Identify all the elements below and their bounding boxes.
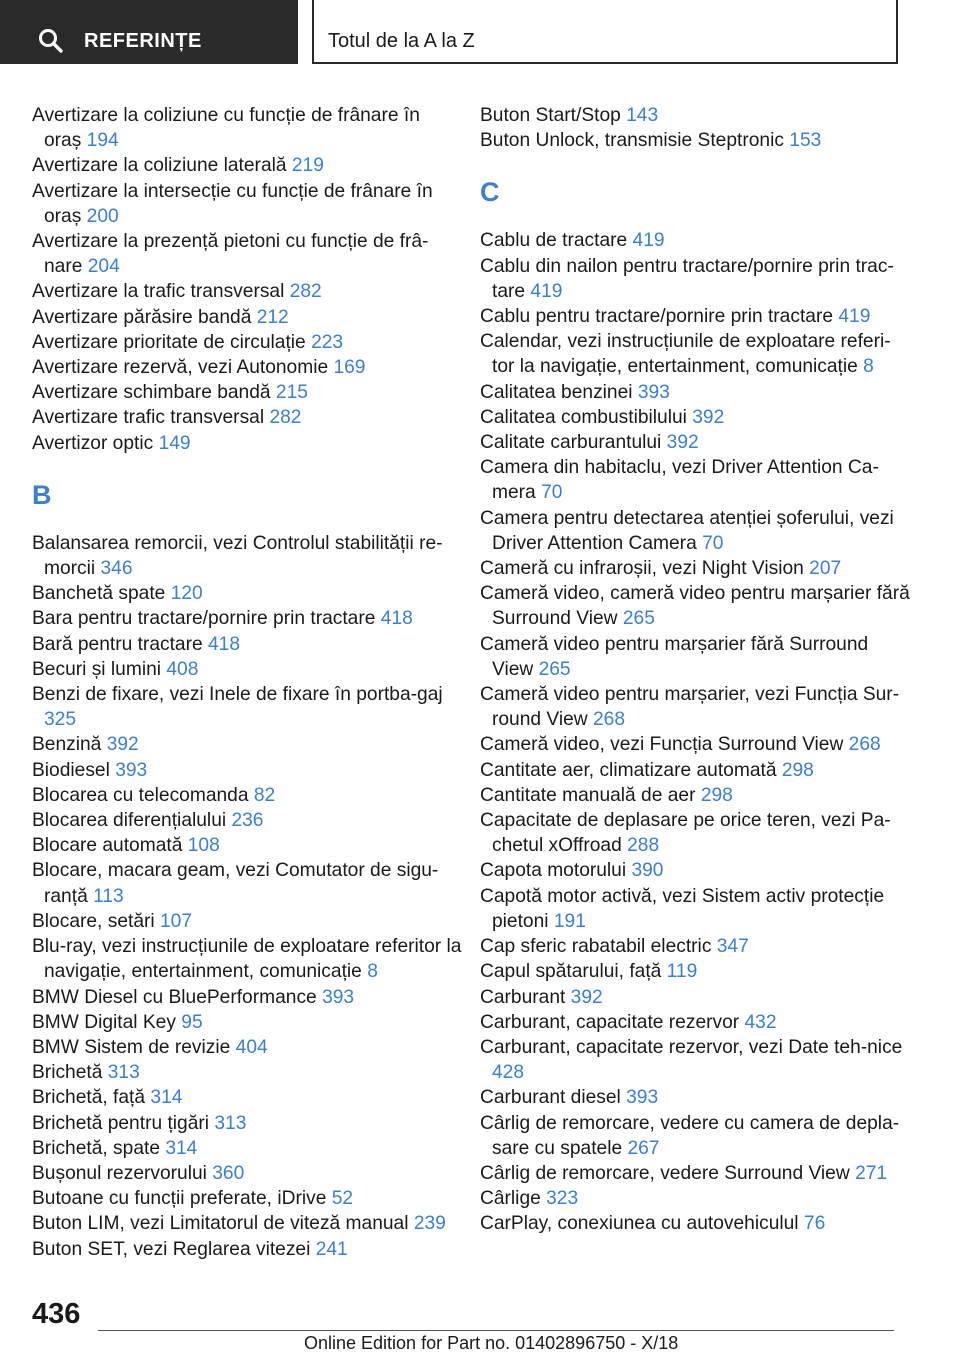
index-entry bbox=[32, 657, 462, 682]
page-link[interactable]: 313 bbox=[214, 1112, 247, 1134]
index-entry-text: Cameră video, cameră video pentru marșarier fără Surround View bbox=[480, 583, 910, 630]
page-link[interactable]: 393 bbox=[637, 381, 670, 403]
index-entry bbox=[480, 758, 910, 783]
index-entry-text: Cablu de tractare bbox=[480, 230, 628, 252]
page-link[interactable]: 119 bbox=[666, 961, 698, 983]
page-link[interactable]: 418 bbox=[208, 633, 241, 655]
index-entry-text: BMW Sistem de revizie bbox=[32, 1036, 231, 1058]
index-entry bbox=[32, 632, 462, 657]
index-entry-text: Cantitate manuală de aer bbox=[480, 784, 696, 806]
index-entry bbox=[480, 1186, 910, 1211]
index-entry-text: Blu-ray, vezi instrucțiunile de exploatare referitor la navigație, entertainment, comunicație bbox=[32, 936, 462, 983]
index-entry-text: Capotă motor activă, vezi Sistem activ protecție pietoni bbox=[480, 885, 885, 932]
page-link[interactable]: 143 bbox=[626, 105, 659, 126]
index-entry bbox=[480, 1161, 910, 1186]
index-entry bbox=[32, 229, 462, 279]
page-link[interactable]: 419 bbox=[632, 230, 665, 252]
page-link[interactable]: 392 bbox=[666, 432, 699, 454]
index-entry-text: Avertizare la prezență pietoni cu funcție de frâ-nare bbox=[32, 231, 429, 278]
page-link[interactable]: 347 bbox=[716, 936, 749, 958]
index-entry-text: BMW Diesel cu BluePerformance bbox=[32, 986, 317, 1008]
index-entry bbox=[480, 430, 910, 455]
index-entry bbox=[32, 581, 462, 606]
index-entry bbox=[32, 279, 462, 304]
index-entry bbox=[32, 682, 462, 732]
page-link[interactable]: 393 bbox=[626, 1087, 659, 1109]
index-column-right bbox=[480, 103, 910, 1237]
page-link[interactable]: 419 bbox=[838, 306, 871, 328]
page-link[interactable]: 418 bbox=[380, 608, 413, 630]
index-entry bbox=[32, 431, 462, 456]
index-entry-text: Buton LIM, vezi Limitatorul de viteză manual bbox=[32, 1213, 409, 1235]
index-entry bbox=[480, 934, 910, 959]
index-entry-text: Bușonul rezervorului bbox=[32, 1162, 207, 1184]
index-entry bbox=[480, 1085, 910, 1110]
index-entry bbox=[32, 1010, 462, 1035]
tab-references-label: REFERINȚE bbox=[84, 30, 202, 52]
index-entry bbox=[480, 985, 910, 1010]
index-entry-text: Carburant bbox=[480, 986, 566, 1008]
index-entry bbox=[480, 884, 910, 934]
index-entry-text: Avertizor optic bbox=[32, 432, 154, 454]
page-link[interactable]: 313 bbox=[107, 1062, 140, 1084]
index-entry-text: Calitate carburantului bbox=[480, 432, 662, 454]
index-entry-text: Blocare, macara geam, vezi Comutator de sigu-ranță bbox=[32, 860, 439, 907]
index-entry-text: Brichetă, spate bbox=[32, 1137, 160, 1159]
page-link[interactable]: 404 bbox=[235, 1036, 268, 1058]
page-link[interactable]: 194 bbox=[86, 130, 119, 152]
section-letter: B bbox=[32, 479, 52, 510]
index-entry-text: Cameră video, vezi Funcția Surround View bbox=[480, 734, 844, 756]
page-link[interactable]: 314 bbox=[150, 1087, 183, 1109]
page-link[interactable]: 282 bbox=[289, 281, 322, 303]
index-entry bbox=[32, 1060, 462, 1085]
index-entry bbox=[480, 329, 910, 379]
index-entry-text: Benzină bbox=[32, 734, 102, 756]
index-entry-text: Carburant, capacitate rezervor bbox=[480, 1011, 740, 1033]
index-entry-text: Carburant diesel bbox=[480, 1087, 621, 1109]
index-entry bbox=[32, 858, 462, 908]
index-entry bbox=[480, 858, 910, 883]
page-link[interactable]: 392 bbox=[570, 986, 603, 1008]
page-link[interactable]: 70 bbox=[541, 482, 563, 504]
page-link[interactable]: 70 bbox=[702, 532, 724, 554]
index-entry-text: Avertizare la trafic transversal bbox=[32, 281, 285, 303]
index-entry bbox=[480, 783, 910, 808]
page-link[interactable]: 390 bbox=[631, 860, 664, 882]
index-entry-text: Avertizare prioritate de circulație bbox=[32, 331, 306, 353]
index-entry bbox=[480, 455, 910, 505]
page-number: 436 bbox=[32, 1298, 81, 1330]
index-entry bbox=[480, 632, 910, 682]
tab-index-label: Totul de la A la Z bbox=[328, 30, 475, 52]
index-entry-text: Brichetă bbox=[32, 1062, 103, 1084]
index-entry bbox=[480, 405, 910, 430]
page-link[interactable]: 265 bbox=[538, 658, 571, 680]
page-link[interactable]: 113 bbox=[93, 885, 124, 907]
index-entry bbox=[32, 355, 462, 380]
index-entry bbox=[32, 153, 462, 178]
tab-references[interactable] bbox=[0, 0, 298, 64]
index-entry bbox=[32, 985, 462, 1010]
index-entry bbox=[32, 1211, 462, 1236]
page-link[interactable]: 8 bbox=[863, 356, 874, 378]
index-entry-text: Biodiesel bbox=[32, 759, 110, 781]
index-entry-text: Cameră video pentru marșarier fără Surround View bbox=[480, 633, 869, 680]
index-entry-text: Camera pentru detectarea atenției șoferului, vezi Driver Attention Camera bbox=[480, 507, 894, 554]
section-letter: C bbox=[480, 177, 500, 208]
index-entry-text: Cablu din nailon pentru tractare/pornire prin trac-tare bbox=[480, 255, 894, 302]
index-entry bbox=[32, 1237, 462, 1262]
index-entry bbox=[32, 909, 462, 934]
index-entry bbox=[32, 1085, 462, 1110]
page-link[interactable]: 76 bbox=[803, 1213, 826, 1235]
index-entry bbox=[32, 606, 462, 631]
index-entry-text: Calitatea benzinei bbox=[480, 381, 633, 403]
index-entry-text: Capul spătarului, față bbox=[480, 961, 662, 983]
index-entry bbox=[480, 1111, 910, 1161]
index-entry bbox=[32, 1111, 462, 1136]
page-link[interactable]: 428 bbox=[492, 1062, 525, 1084]
index-entry-text: Avertizare părăsire bandă bbox=[32, 306, 252, 328]
page-link[interactable]: 212 bbox=[256, 306, 289, 328]
page-link[interactable]: 267 bbox=[627, 1137, 660, 1159]
index-entry bbox=[32, 783, 462, 808]
footer-divider bbox=[98, 1330, 894, 1331]
index-entry bbox=[480, 556, 910, 581]
index-entry bbox=[32, 1161, 462, 1186]
page-link[interactable]: 108 bbox=[187, 835, 220, 857]
page-link[interactable]: 215 bbox=[275, 382, 308, 404]
index-entry-text: Calitatea combustibilului bbox=[480, 406, 687, 428]
index-entry bbox=[32, 808, 462, 833]
index-entry bbox=[32, 1186, 462, 1211]
index-entry-text: Cârlig de remorcare, vedere Surround View bbox=[480, 1162, 850, 1184]
page-link[interactable]: 392 bbox=[106, 734, 139, 756]
index-entry-text: Cameră cu infraroșii, vezi Night Vision bbox=[480, 558, 804, 580]
page-link[interactable]: 223 bbox=[311, 331, 344, 353]
page-link[interactable]: 419 bbox=[530, 280, 563, 302]
index-entry bbox=[32, 1035, 462, 1060]
index-entry-text: Bara pentru tractare/pornire prin tractare bbox=[32, 608, 376, 630]
index-entry-text: BMW Digital Key bbox=[32, 1011, 176, 1033]
index-entry-text: Cameră video pentru marșarier, vezi Funcția Sur-round View bbox=[480, 684, 900, 731]
footer-edition: Online Edition for Part no. 01402896750 - X/18 bbox=[304, 1333, 679, 1353]
page-link[interactable]: 204 bbox=[87, 256, 120, 278]
index-entry bbox=[480, 228, 910, 253]
index-entry-text: Camera din habitaclu, vezi Driver Attention Ca-mera bbox=[480, 457, 879, 504]
index-entry bbox=[480, 732, 910, 757]
page-link[interactable]: 236 bbox=[231, 810, 264, 832]
index-entry bbox=[32, 1136, 462, 1161]
top-navigation bbox=[0, 0, 960, 66]
index-entry-text: Cantitate aer, climatizare automată bbox=[480, 759, 777, 781]
page-link[interactable]: 314 bbox=[165, 1137, 198, 1159]
page-link[interactable]: 241 bbox=[315, 1238, 348, 1260]
page-link[interactable]: 298 bbox=[700, 784, 733, 806]
index-entry bbox=[480, 506, 910, 556]
index-entry bbox=[480, 128, 910, 153]
index-entry-text: Avertizare la coliziune laterală bbox=[32, 155, 287, 177]
index-entry-text: Blocare automată bbox=[32, 835, 183, 857]
page-link[interactable]: 393 bbox=[115, 759, 148, 781]
index-entry bbox=[480, 103, 910, 128]
page-link[interactable]: 432 bbox=[744, 1011, 777, 1033]
index-entry-text: Cârlig de remorcare, vedere cu camera de depla-sare cu spatele bbox=[480, 1112, 900, 1159]
index-entry bbox=[32, 833, 462, 858]
index-entry bbox=[480, 581, 910, 631]
index-entry-text: Brichetă pentru țigări bbox=[32, 1112, 210, 1134]
page-link[interactable]: 207 bbox=[809, 558, 842, 580]
index-entry-text: Avertizare trafic transversal bbox=[32, 407, 265, 429]
page-link[interactable]: 392 bbox=[692, 406, 725, 428]
page-link[interactable]: 323 bbox=[546, 1188, 579, 1210]
index-entry-text: Banchetă spate bbox=[32, 583, 166, 605]
index-entry bbox=[480, 808, 910, 858]
index-entry bbox=[32, 732, 462, 757]
page-link[interactable]: 271 bbox=[855, 1162, 888, 1184]
index-entry-text: Avertizare la coliziune cu funcție de frânare în oraș bbox=[32, 105, 420, 152]
page-link[interactable]: 169 bbox=[333, 357, 366, 379]
page-link[interactable]: 149 bbox=[158, 432, 191, 454]
page-link[interactable]: 408 bbox=[166, 658, 199, 680]
index-entry bbox=[480, 380, 910, 405]
page-link[interactable]: 325 bbox=[44, 709, 77, 731]
index-column-left bbox=[32, 103, 462, 1262]
index-entry bbox=[480, 1035, 910, 1085]
index-entry-text: Bară pentru tractare bbox=[32, 633, 203, 655]
page-link[interactable]: 268 bbox=[593, 709, 626, 731]
index-entry-text: Cablu pentru tractare/pornire prin tractare bbox=[480, 306, 834, 328]
index-entry-text: Buton SET, vezi Reglarea vitezei bbox=[32, 1238, 311, 1260]
index-entry-text: Avertizare la intersecție cu funcție de frânare în oraș bbox=[32, 180, 433, 227]
page-link[interactable]: 298 bbox=[781, 759, 814, 781]
index-entry-text: Blocare, setări bbox=[32, 910, 155, 932]
search-icon bbox=[38, 28, 64, 54]
index-entry-text: Buton Unlock, transmisie Steptronic bbox=[480, 130, 784, 152]
page-link[interactable]: 120 bbox=[170, 583, 203, 605]
page-link[interactable]: 288 bbox=[627, 835, 660, 857]
page-link[interactable]: 52 bbox=[331, 1188, 354, 1210]
page-link[interactable]: 346 bbox=[100, 558, 133, 580]
index-entry-text: Avertizare schimbare bandă bbox=[32, 382, 271, 404]
index-entry bbox=[32, 405, 462, 430]
page-link[interactable]: 82 bbox=[253, 784, 276, 806]
index-entry-text: Capota motorului bbox=[480, 860, 627, 882]
index-entry-text: Balansarea remorcii, vezi Controlul stabilității re-morcii bbox=[32, 532, 443, 580]
page-link[interactable]: 191 bbox=[553, 910, 586, 932]
index-entry-text: Blocarea cu telecomanda bbox=[32, 784, 249, 806]
index-entry bbox=[480, 254, 910, 304]
index-entry bbox=[32, 103, 462, 153]
index-entry bbox=[32, 330, 462, 355]
index-entry bbox=[32, 305, 462, 330]
index-entry-text: Capacitate de deplasare pe orice teren, vezi Pa-chetul xOffroad bbox=[480, 810, 891, 857]
index-entry-text: Butoane cu funcții preferate, iDrive bbox=[32, 1188, 327, 1210]
index-entry bbox=[480, 959, 910, 984]
page-link[interactable]: 219 bbox=[291, 155, 324, 177]
page-link[interactable]: 265 bbox=[622, 608, 655, 630]
index-entry-text: Benzi de fixare, vezi Inele de fixare în portba-gaj bbox=[32, 684, 443, 706]
index-entry-text: Brichetă, față bbox=[32, 1087, 146, 1109]
page-link[interactable]: 95 bbox=[181, 1011, 203, 1033]
page-link[interactable]: 360 bbox=[212, 1162, 245, 1184]
index-entry bbox=[32, 758, 462, 783]
index-entry bbox=[480, 1010, 910, 1035]
page-link[interactable]: 107 bbox=[159, 910, 192, 932]
index-entry-text: Carburant, capacitate rezervor, vezi Date teh-nice bbox=[480, 1036, 903, 1058]
index-entry-text: Calendar, vezi instrucțiunile de exploatare referi-tor la navigație, entertainment, comunicație bbox=[480, 331, 891, 378]
index-entry bbox=[480, 682, 910, 732]
tab-index-a-z[interactable] bbox=[312, 0, 898, 64]
index-entry bbox=[480, 1211, 910, 1236]
page-link[interactable]: 268 bbox=[848, 734, 881, 756]
index-entry-text: Cap sferic rabatabil electric bbox=[480, 936, 712, 958]
page-link[interactable]: 200 bbox=[86, 205, 119, 227]
index-entry bbox=[32, 380, 462, 405]
page-link[interactable]: 8 bbox=[367, 961, 378, 983]
index-entry-text: Cârlige bbox=[480, 1188, 541, 1210]
index-entry bbox=[32, 179, 462, 229]
page-link[interactable]: 393 bbox=[322, 986, 355, 1008]
index-entry-text: Blocarea diferențialului bbox=[32, 810, 227, 832]
index-entry-text: Avertizare rezervă, vezi Autonomie bbox=[32, 357, 329, 379]
page-link[interactable]: 282 bbox=[269, 407, 302, 429]
index-entry-text: CarPlay, conexiunea cu autovehiculul bbox=[480, 1213, 799, 1235]
index-entry bbox=[480, 304, 910, 329]
index-entry bbox=[32, 934, 462, 984]
index-entry-text: Buton Start/Stop bbox=[480, 105, 621, 126]
index-entry bbox=[32, 531, 462, 581]
page-link[interactable]: 153 bbox=[789, 130, 822, 152]
index-entry-text: Becuri și lumini bbox=[32, 658, 162, 680]
page-link[interactable]: 239 bbox=[413, 1213, 446, 1235]
